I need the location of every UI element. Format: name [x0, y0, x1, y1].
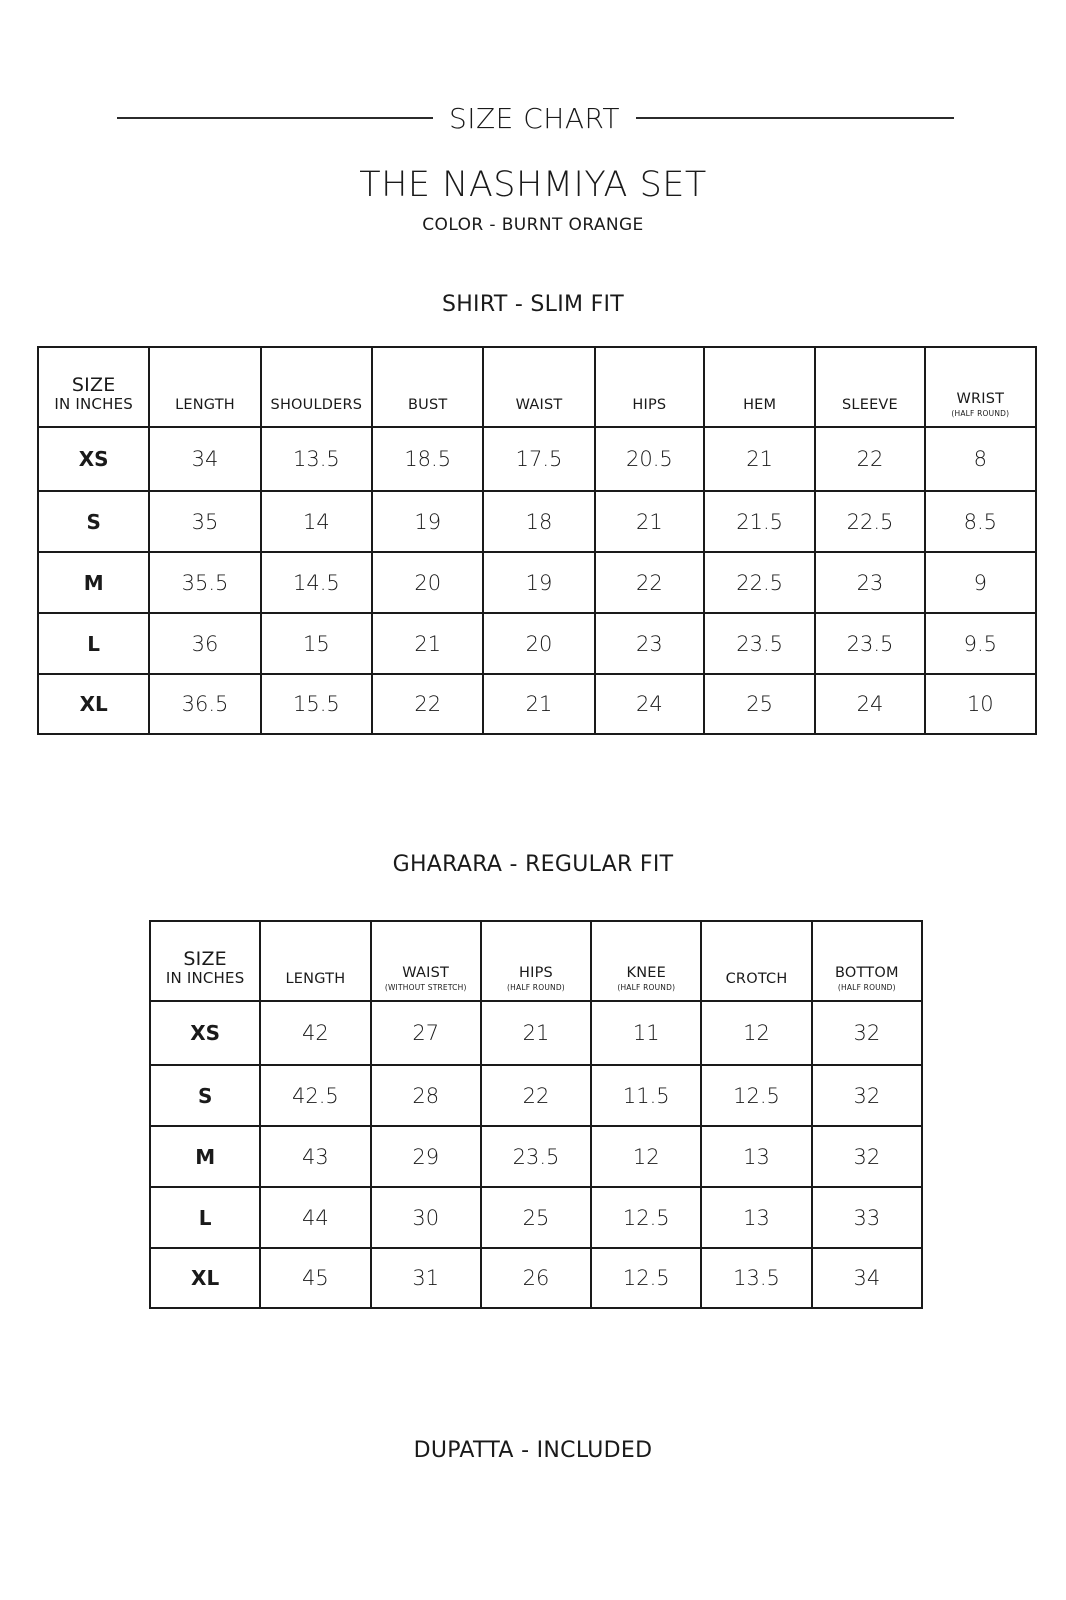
measurement-cell: 36 [149, 613, 260, 674]
column-label: LENGTH [175, 397, 235, 414]
column-label: HIPS [519, 964, 553, 981]
shirt-col-header [925, 347, 1036, 427]
gharara-col-header [812, 921, 922, 1001]
measurement-cell: 26 [481, 1248, 591, 1308]
measurement-cell: 22.5 [815, 491, 924, 552]
column-note: (HALF ROUND) [951, 408, 1010, 418]
shirt-col-header [483, 347, 594, 427]
measurement-cell: 45 [260, 1248, 370, 1308]
gharara-header-row [150, 921, 922, 1001]
column-note: (HALF ROUND) [617, 982, 676, 992]
measurement-cell: 18.5 [372, 427, 483, 491]
shirt-col-header [372, 347, 483, 427]
measurement-cell: 34 [149, 427, 260, 491]
table-row [150, 1001, 922, 1065]
table-row [150, 1065, 922, 1126]
measurement-cell: 24 [815, 674, 924, 734]
gharara-col-header [371, 921, 481, 1001]
shirt-col-header [595, 347, 704, 427]
column-label: WAIST [515, 397, 563, 414]
measurement-cell: 15 [261, 613, 372, 674]
header-rule-left [117, 117, 433, 119]
measurement-cell: 23.5 [815, 613, 924, 674]
table-row [150, 1248, 922, 1308]
gharara-col-header [591, 921, 701, 1001]
header-rule-right [636, 117, 954, 119]
gharara-col-header [701, 921, 811, 1001]
size-label: S [150, 1065, 260, 1126]
measurement-cell: 21 [704, 427, 815, 491]
measurement-cell: 33 [812, 1187, 922, 1248]
measurement-cell: 32 [812, 1126, 922, 1187]
measurement-cell: 11.5 [591, 1065, 701, 1126]
measurement-cell: 18 [483, 491, 594, 552]
measurement-cell: 23 [595, 613, 704, 674]
table-row [38, 674, 1036, 734]
measurement-cell: 22 [481, 1065, 591, 1126]
column-label: SLEEVE [842, 397, 898, 414]
size-label: M [38, 552, 149, 613]
measurement-cell: 13 [701, 1126, 811, 1187]
measurement-cell: 13.5 [701, 1248, 811, 1308]
measurement-cell: 10 [925, 674, 1036, 734]
measurement-cell: 23.5 [481, 1126, 591, 1187]
measurement-cell: 12.5 [591, 1187, 701, 1248]
column-note: (HALF ROUND) [837, 982, 896, 992]
shirt-size-header [38, 347, 149, 427]
shirt-size-table [37, 346, 1037, 735]
product-color: COLOR - BURNT ORANGE [422, 215, 644, 235]
measurement-cell: 9.5 [925, 613, 1036, 674]
measurement-cell: 42 [260, 1001, 370, 1065]
measurement-cell: 42.5 [260, 1065, 370, 1126]
size-label: L [150, 1187, 260, 1248]
measurement-cell: 20 [483, 613, 594, 674]
measurement-cell: 23 [815, 552, 924, 613]
table-row [38, 427, 1036, 491]
measurement-cell: 17.5 [483, 427, 594, 491]
column-label: BUST [407, 397, 448, 414]
measurement-cell: 14 [261, 491, 372, 552]
measurement-cell: 11 [591, 1001, 701, 1065]
measurement-cell: 44 [260, 1187, 370, 1248]
measurement-cell: 21 [372, 613, 483, 674]
size-header-sub: IN INCHES [54, 395, 133, 414]
size-label: XL [38, 674, 149, 734]
measurement-cell: 36.5 [149, 674, 260, 734]
measurement-cell: 31 [371, 1248, 481, 1308]
shirt-section-title: SHIRT - SLIM FIT [441, 292, 625, 317]
measurement-cell: 34 [812, 1248, 922, 1308]
size-label: XL [150, 1248, 260, 1308]
column-label: WRIST [956, 390, 1005, 407]
table-row [38, 552, 1036, 613]
measurement-cell: 20.5 [595, 427, 704, 491]
column-label: KNEE [626, 964, 666, 981]
size-header-sub: IN INCHES [165, 969, 245, 988]
table-row [150, 1187, 922, 1248]
size-header-main: SIZE [183, 948, 227, 971]
measurement-cell: 24 [595, 674, 704, 734]
measurement-cell: 22 [595, 552, 704, 613]
measurement-cell: 21 [483, 674, 594, 734]
table-row [150, 1126, 922, 1187]
shirt-col-header [149, 347, 260, 427]
size-label: XS [150, 1001, 260, 1065]
measurement-cell: 25 [481, 1187, 591, 1248]
gharara-col-header [481, 921, 591, 1001]
measurement-cell: 32 [812, 1065, 922, 1126]
measurement-cell: 12 [701, 1001, 811, 1065]
measurement-cell: 21 [481, 1001, 591, 1065]
measurement-cell: 8.5 [925, 491, 1036, 552]
size-label: S [38, 491, 149, 552]
shirt-col-header [815, 347, 924, 427]
measurement-cell: 13 [701, 1187, 811, 1248]
measurement-cell: 35.5 [149, 552, 260, 613]
gharara-section-title: GHARARA - REGULAR FIT [392, 852, 674, 877]
column-label: HIPS [632, 397, 667, 414]
measurement-cell: 14.5 [261, 552, 372, 613]
dupatta-note: DUPATTA - INCLUDED [413, 1438, 653, 1463]
measurement-cell: 15.5 [261, 674, 372, 734]
gharara-size-header [150, 921, 260, 1001]
column-label: SHOULDERS [270, 397, 363, 414]
measurement-cell: 32 [812, 1001, 922, 1065]
table-row [38, 613, 1036, 674]
column-label: LENGTH [285, 971, 346, 988]
measurement-cell: 9 [925, 552, 1036, 613]
measurement-cell: 19 [372, 491, 483, 552]
measurement-cell: 21 [595, 491, 704, 552]
measurement-cell: 23.5 [704, 613, 815, 674]
measurement-cell: 22.5 [704, 552, 815, 613]
measurement-cell: 29 [371, 1126, 481, 1187]
column-label: CROTCH [725, 971, 788, 988]
measurement-cell: 21.5 [704, 491, 815, 552]
column-note: (HALF ROUND) [507, 982, 565, 992]
shirt-col-header [704, 347, 815, 427]
measurement-cell: 12.5 [591, 1248, 701, 1308]
measurement-cell: 25 [704, 674, 815, 734]
product-title: THE NASHMIYA SET [359, 165, 707, 205]
size-label: XS [38, 427, 149, 491]
shirt-col-header [261, 347, 372, 427]
column-note: (WITHOUT STRETCH) [384, 982, 467, 992]
measurement-cell: 22 [372, 674, 483, 734]
measurement-cell: 28 [371, 1065, 481, 1126]
measurement-cell: 27 [371, 1001, 481, 1065]
table-row [38, 491, 1036, 552]
measurement-cell: 8 [925, 427, 1036, 491]
measurement-cell: 12 [591, 1126, 701, 1187]
measurement-cell: 20 [372, 552, 483, 613]
measurement-cell: 43 [260, 1126, 370, 1187]
measurement-cell: 35 [149, 491, 260, 552]
measurement-cell: 30 [371, 1187, 481, 1248]
measurement-cell: 12.5 [701, 1065, 811, 1126]
size-label: M [150, 1126, 260, 1187]
column-label: HEM [743, 397, 777, 414]
measurement-cell: 13.5 [261, 427, 372, 491]
size-chart-banner: SIZE CHART [448, 102, 621, 135]
measurement-cell: 22 [815, 427, 924, 491]
column-label: WAIST [402, 964, 450, 981]
gharara-col-header [260, 921, 370, 1001]
measurement-cell: 19 [483, 552, 594, 613]
column-label: BOTTOM [834, 964, 899, 981]
gharara-size-table [149, 920, 923, 1309]
size-header-main: SIZE [71, 374, 116, 397]
size-label: L [38, 613, 149, 674]
shirt-header-row [38, 347, 1036, 427]
